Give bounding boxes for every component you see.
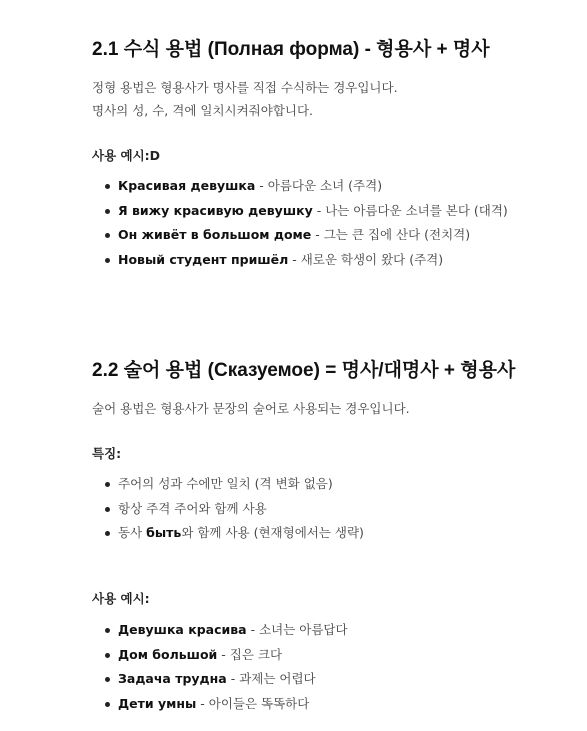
russian-phrase: Красивая девушка [118, 178, 256, 193]
list-item [92, 645, 348, 670]
list-item: 항상 주격 주어와 함께 사용 [92, 499, 364, 524]
russian-phrase: Девушка красива [118, 622, 247, 637]
examples-label: 사용 예시: [92, 591, 150, 606]
translation: - 아름다운 소녀 (주격) [255, 178, 383, 193]
russian-phrase: Дом большой [118, 646, 218, 662]
translation: - 나는 아름다운 소녀를 본다 (대격) [312, 202, 508, 218]
list-item: 동사 быть와 함께 사용 (현재형에서는 생략) [92, 523, 364, 548]
list-item [92, 176, 508, 201]
section-heading-attributive: 2.1 수식 용법 (Полная форма) - 형용사 + 명사 [92, 39, 490, 60]
examples-label: 사용 예시:D [92, 148, 161, 163]
verb-byt: быть [146, 525, 182, 541]
list-item [92, 201, 508, 226]
translation: - 아이들은 똑똑하다 [196, 695, 310, 711]
russian-phrase: Дети умны [118, 695, 197, 711]
section-heading-predicative: 2.2 술어 용법 (Сказуемое) = 명사/대명사 + 형용사 [92, 360, 516, 381]
list-item [92, 669, 348, 694]
example-list [92, 620, 348, 718]
list-item [92, 250, 508, 275]
list-item [92, 225, 508, 250]
russian-phrase: Он живёт в большом доме [118, 227, 312, 243]
section-paragraph: 명사의 성, 수, 격에 일치시켜줘야합니다. [92, 103, 314, 118]
translation: - 소녀는 아름답다 [246, 622, 348, 637]
russian-phrase: Новый студент пришёл [118, 251, 289, 267]
translation: - 새로운 학생이 왔다 (주격) [288, 251, 444, 267]
section-paragraph: 정형 용법은 형용사가 명사를 직접 수식하는 경우입니다. [92, 80, 398, 95]
translation: - 과제는 어렵다 [226, 671, 316, 687]
features-label: 특징: [92, 446, 122, 461]
example-list [92, 176, 508, 274]
list-item: 주어의 성과 수에만 일치 (격 변화 없음) [92, 474, 364, 499]
translation: - 그는 큰 집에 산다 (전치격) [311, 227, 471, 243]
list-item [92, 620, 348, 645]
list-item [92, 694, 348, 719]
translation: - 집은 크다 [217, 646, 283, 662]
feature-list [92, 474, 364, 548]
section-paragraph: 술어 용법은 형용사가 문장의 술어로 사용되는 경우입니다. [92, 401, 410, 416]
russian-phrase: Задача трудна [118, 671, 227, 687]
russian-phrase: Я вижу красивую девушку [118, 202, 313, 218]
